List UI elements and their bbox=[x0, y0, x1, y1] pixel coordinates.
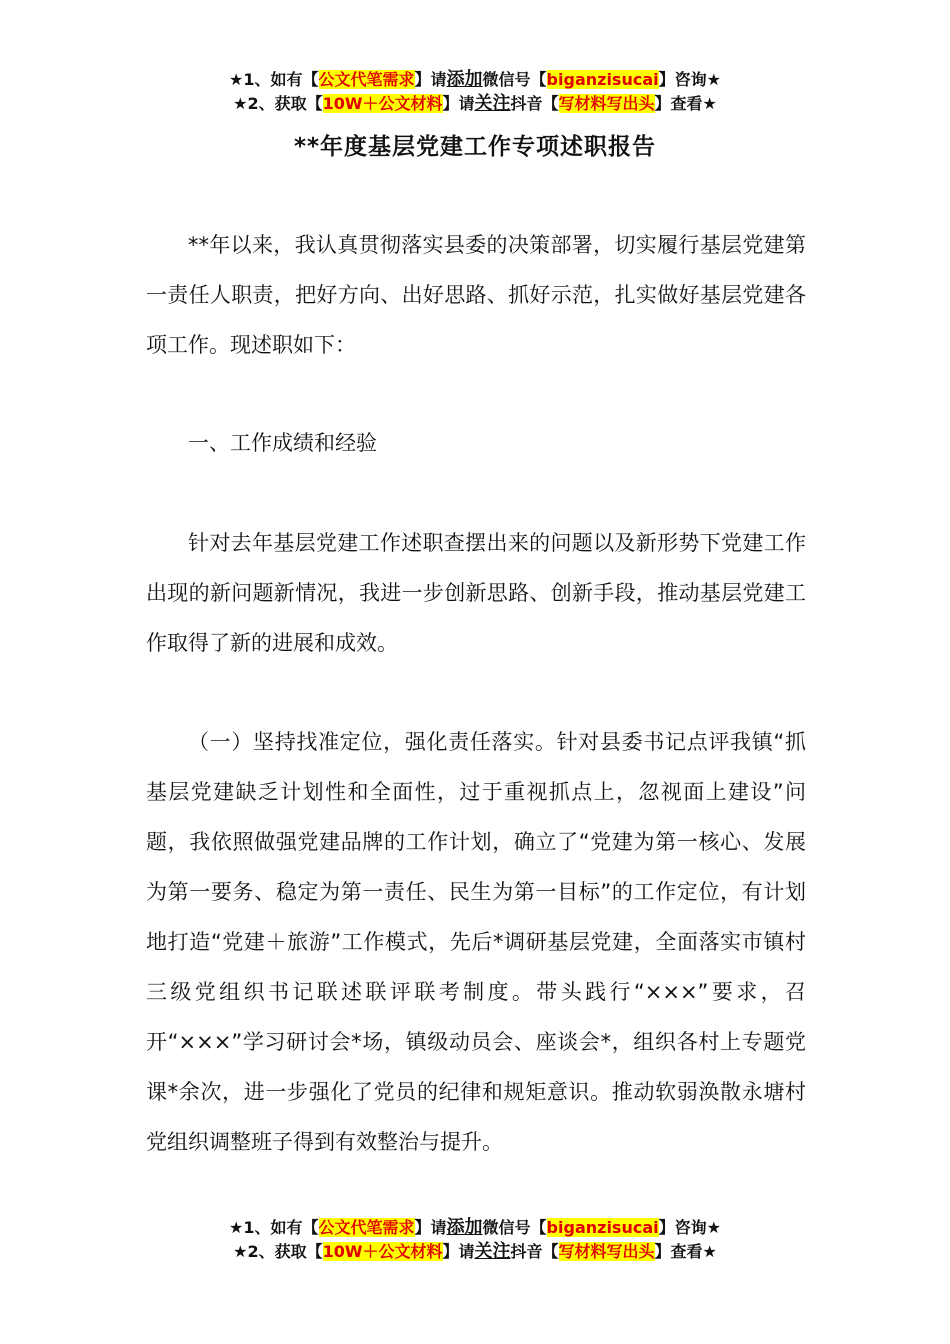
promo-wechat-id: biganzisucai bbox=[546, 1218, 659, 1237]
promo-underline: 添加 bbox=[446, 1217, 483, 1238]
promo-text: 】请 bbox=[414, 70, 447, 89]
document-title: **年度基层党建工作专项述职报告 bbox=[293, 134, 657, 160]
promo-highlight: 公文代笔需求 bbox=[318, 1218, 415, 1237]
promo-text: 】咨询★ bbox=[658, 1218, 721, 1237]
promo-banner-top bbox=[0, 68, 950, 116]
promo-douyin-id: 写材料写出头 bbox=[558, 1242, 655, 1261]
promo-line-2 bbox=[0, 92, 950, 116]
promo-highlight: 10W＋公文材料 bbox=[322, 1242, 443, 1261]
promo-text: 微信号【 bbox=[482, 70, 547, 89]
promo-text: ★1、如有【 bbox=[229, 1218, 319, 1237]
promo-text: 】咨询★ bbox=[658, 70, 721, 89]
promo-line-1 bbox=[0, 68, 950, 92]
promo-text: ★1、如有【 bbox=[229, 70, 319, 89]
promo-line-2 bbox=[0, 1240, 950, 1264]
subsection-paragraph: （一）坚持找准定位，强化责任落实。针对县委书记点评我镇“抓基层党建缺乏计划性和全面性，过于重视抓点上，忽视面上建设”问题，我依照做强党建品牌的工作计划，确立了“党建为第一核心、发展为第一要务、稳定为第一责任、民生为第一目标”的工作定位，有计划地打造“党建＋旅游”工作模式，先后*调研基层党建，全面落实市镇村三级党组织书记联述联评联考制度。带头践行“×××”要求，召开“×××”学习研讨会*场，镇级动员会、座谈会*，组织各村上专题党课*余次，进一步强化了党员的纪律和规矩意识。推动软弱涣散永塘村党组织调整班子得到有效整治与提升。 bbox=[146, 730, 806, 1154]
promo-line-1 bbox=[0, 1216, 950, 1240]
intro-paragraph: **年以来，我认真贯彻落实县委的决策部署，切实履行基层党建第一责任人职责，把好方向、出好思路、抓好示范，扎实做好基层党建各项工作。现述职如下： bbox=[146, 233, 806, 357]
section-heading: 一、工作成绩和经验 bbox=[188, 431, 377, 455]
promo-underline: 关注 bbox=[474, 93, 511, 114]
promo-banner-bottom bbox=[0, 1216, 950, 1264]
promo-wechat-id: biganzisucai bbox=[546, 70, 659, 89]
promo-text: 】请 bbox=[414, 1218, 447, 1237]
promo-underline: 添加 bbox=[446, 69, 483, 90]
promo-highlight: 10W＋公文材料 bbox=[322, 94, 443, 113]
promo-text: 】请 bbox=[442, 1242, 475, 1261]
promo-text: ★2、获取【 bbox=[233, 1242, 323, 1261]
promo-text: 微信号【 bbox=[482, 1218, 547, 1237]
promo-text: ★2、获取【 bbox=[233, 94, 323, 113]
promo-text: 抖音【 bbox=[510, 94, 559, 113]
promo-text: 】请 bbox=[442, 94, 475, 113]
promo-text: 】查看★ bbox=[654, 1242, 717, 1261]
promo-highlight: 公文代笔需求 bbox=[318, 70, 415, 89]
promo-underline: 关注 bbox=[474, 1241, 511, 1262]
promo-douyin-id: 写材料写出头 bbox=[558, 94, 655, 113]
promo-text: 】查看★ bbox=[654, 94, 717, 113]
section-paragraph: 针对去年基层党建工作述职查摆出来的问题以及新形势下党建工作出现的新问题新情况，我进一步创新思路、创新手段，推动基层党建工作取得了新的进展和成效。 bbox=[146, 531, 806, 655]
promo-text: 抖音【 bbox=[510, 1242, 559, 1261]
